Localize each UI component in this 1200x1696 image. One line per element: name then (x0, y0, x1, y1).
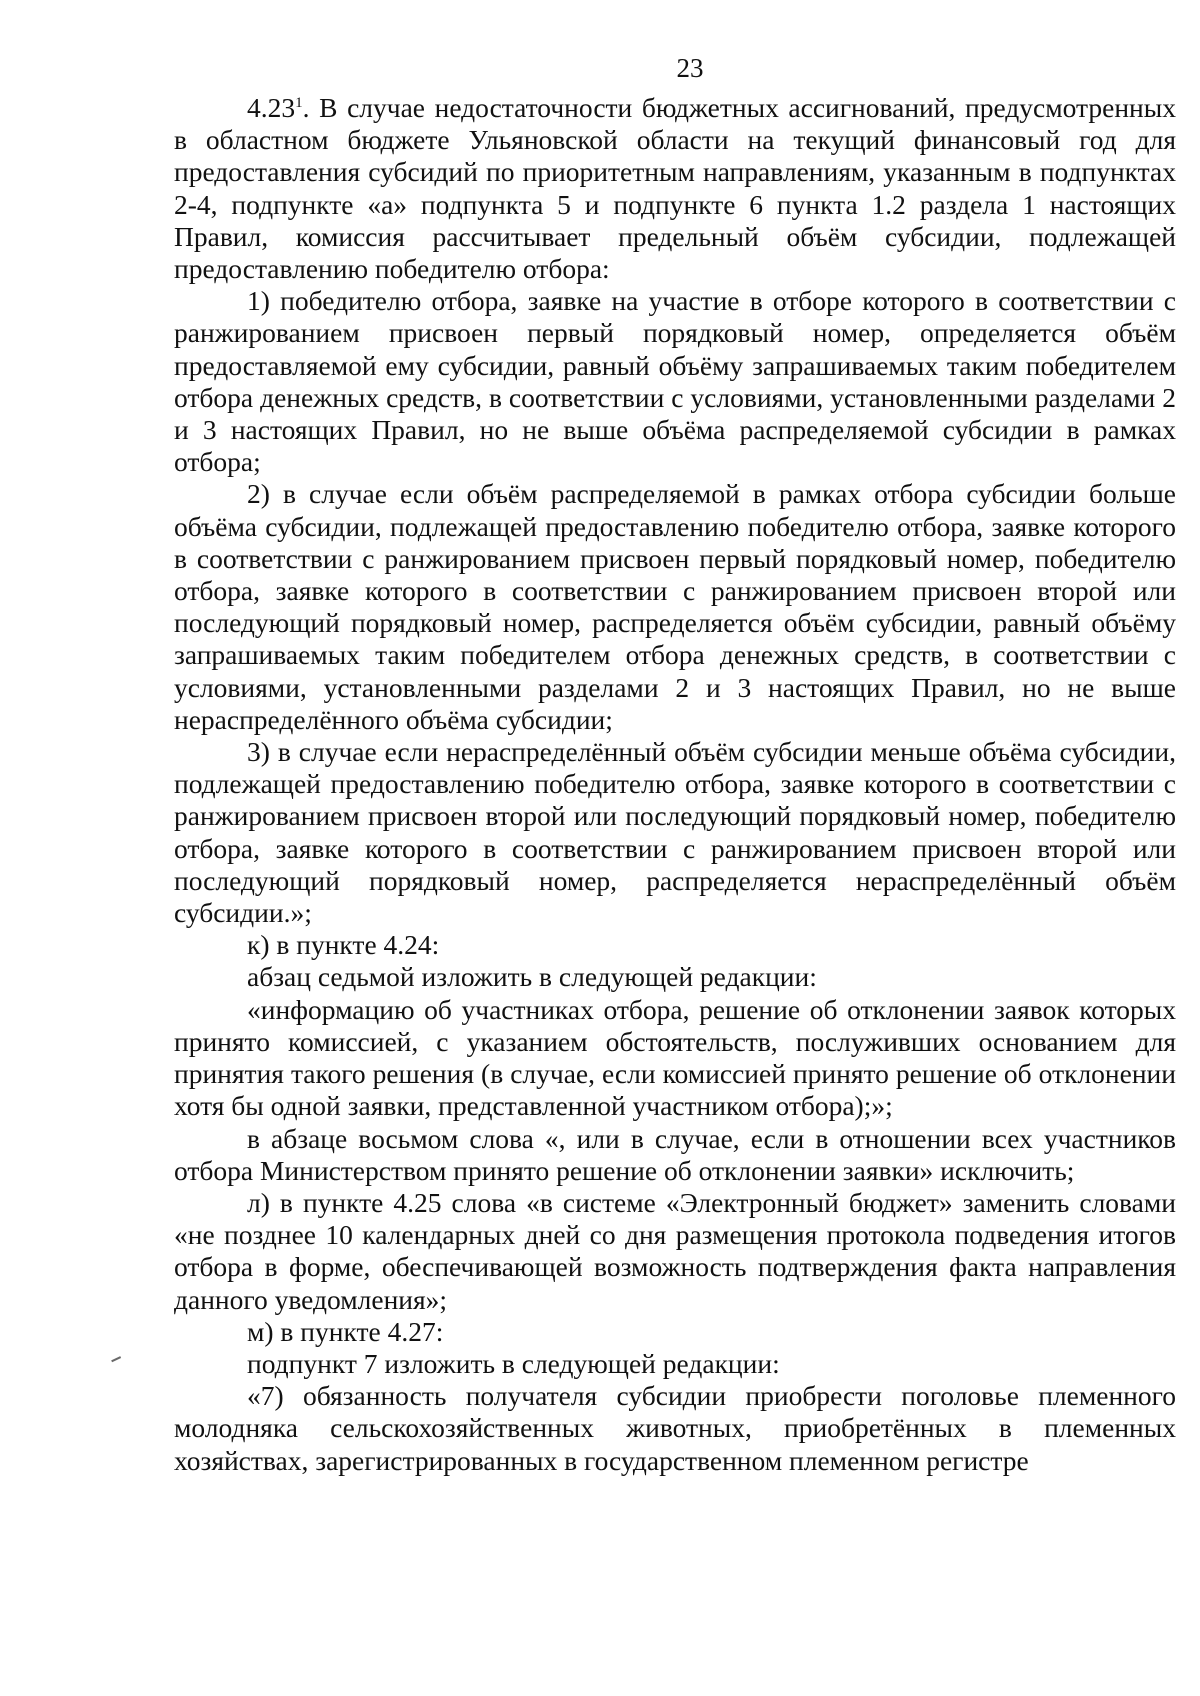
paragraph-k: к) в пункте 4.24: (247, 929, 440, 961)
paragraph-m: м) в пункте 4.27: (247, 1315, 444, 1347)
paragraph-abzac-7: абзац седьмой изложить в следующей редакции: (247, 961, 817, 993)
clause-number: 4.23 (247, 92, 296, 123)
document-body (174, 92, 1176, 1477)
scan-mark (111, 1356, 123, 1366)
paragraph-4-23-1 (174, 92, 1176, 285)
paragraph-text: . В случае недостаточности бюджетных ассигнований, предусмотренных в областном бюджете Ульяновской области на текущий финансовый год для предоставления субсидий по приоритетным направлениям, указанным в подпунктах 2-4, подпункте «а» подпункта 5 и подпункте 6 пункта 1.2 раздела 1 настоящих Правил, комиссия рассчитывает предельный объём субсидии, подлежащей предоставлению победителю отбора: (174, 92, 1176, 285)
clause-superscript: 1 (295, 94, 303, 111)
paragraph-abzac-8: в абзаце восьмом слова «, или в случае, если в отношении всех участников отбора Министерством принято решение об отклонении заявки» исключить; (174, 1122, 1176, 1186)
paragraph-item-2: 2) в случае если объём распределяемой в рамках отбора субсидии больше объёма субсидии, подлежащей предоставлению победителю отбора, заявке которого в соответствии с ранжированием присвоен первый порядковый номер, победителю отбора, заявке которого в соответствии с ранжированием присвоен второй или последующий порядковый номер, распределяется объём субсидии, равный объёму запрашиваемых таким победителем отбора денежных средств, в соответствии с условиями, установленными разделами 2 и 3 настоящих Правил, но не выше нераспределённого объёма субсидии; (174, 478, 1176, 735)
paragraph-quote-7: «7) обязанность получателя субсидии приобрести поголовье племенного молодняка сельскохозяйственных животных, приобретённых в племенных хозяйствах, зарегистрированных в государственном племенном регистре (174, 1380, 1176, 1476)
paragraph-l: л) в пункте 4.25 слова «в системе «Электронный бюджет» заменить словами «не позднее 10 календарных дней со дня размещения протокола подведения итогов отбора в форме, обеспечивающей возможность подтверждения факта направления данного уведомления»; (174, 1186, 1176, 1315)
page-number: 23 (676, 53, 704, 83)
paragraph-podpunkt-7: подпункт 7 изложить в следующей редакции: (247, 1347, 780, 1379)
paragraph-item-3: 3) в случае если нераспределённый объём субсидии меньше объёма субсидии, подлежащей предоставлению победителю отбора, заявке которого в соответствии с ранжированием присвоен второй или последующий порядковый номер, победителю отбора, заявке которого в соответствии с ранжированием присвоен второй или последующий порядковый номер, распределяется нераспределённый объём субсидии.»; (174, 736, 1176, 929)
paragraph-item-1: 1) победителю отбора, заявке на участие в отборе которого в соответствии с ранжированием присвоен первый порядковый номер, определяется объём предоставляемой ему субсидии, равный объёму запрашиваемых таким победителем отбора денежных средств, в соответствии с условиями, установленными разделами 2 и 3 настоящих Правил, но не выше объёма распределяемой субсидии в рамках отбора; (174, 285, 1176, 478)
paragraph-quote-info: «информацию об участниках отбора, решение об отклонении заявок которых принято комиссией, с указанием обстоятельств, послуживших основанием для принятия такого решения (в случае, если комиссией принято решение об отклонении хотя бы одной заявки, представленной участником отбора);»; (174, 993, 1176, 1122)
